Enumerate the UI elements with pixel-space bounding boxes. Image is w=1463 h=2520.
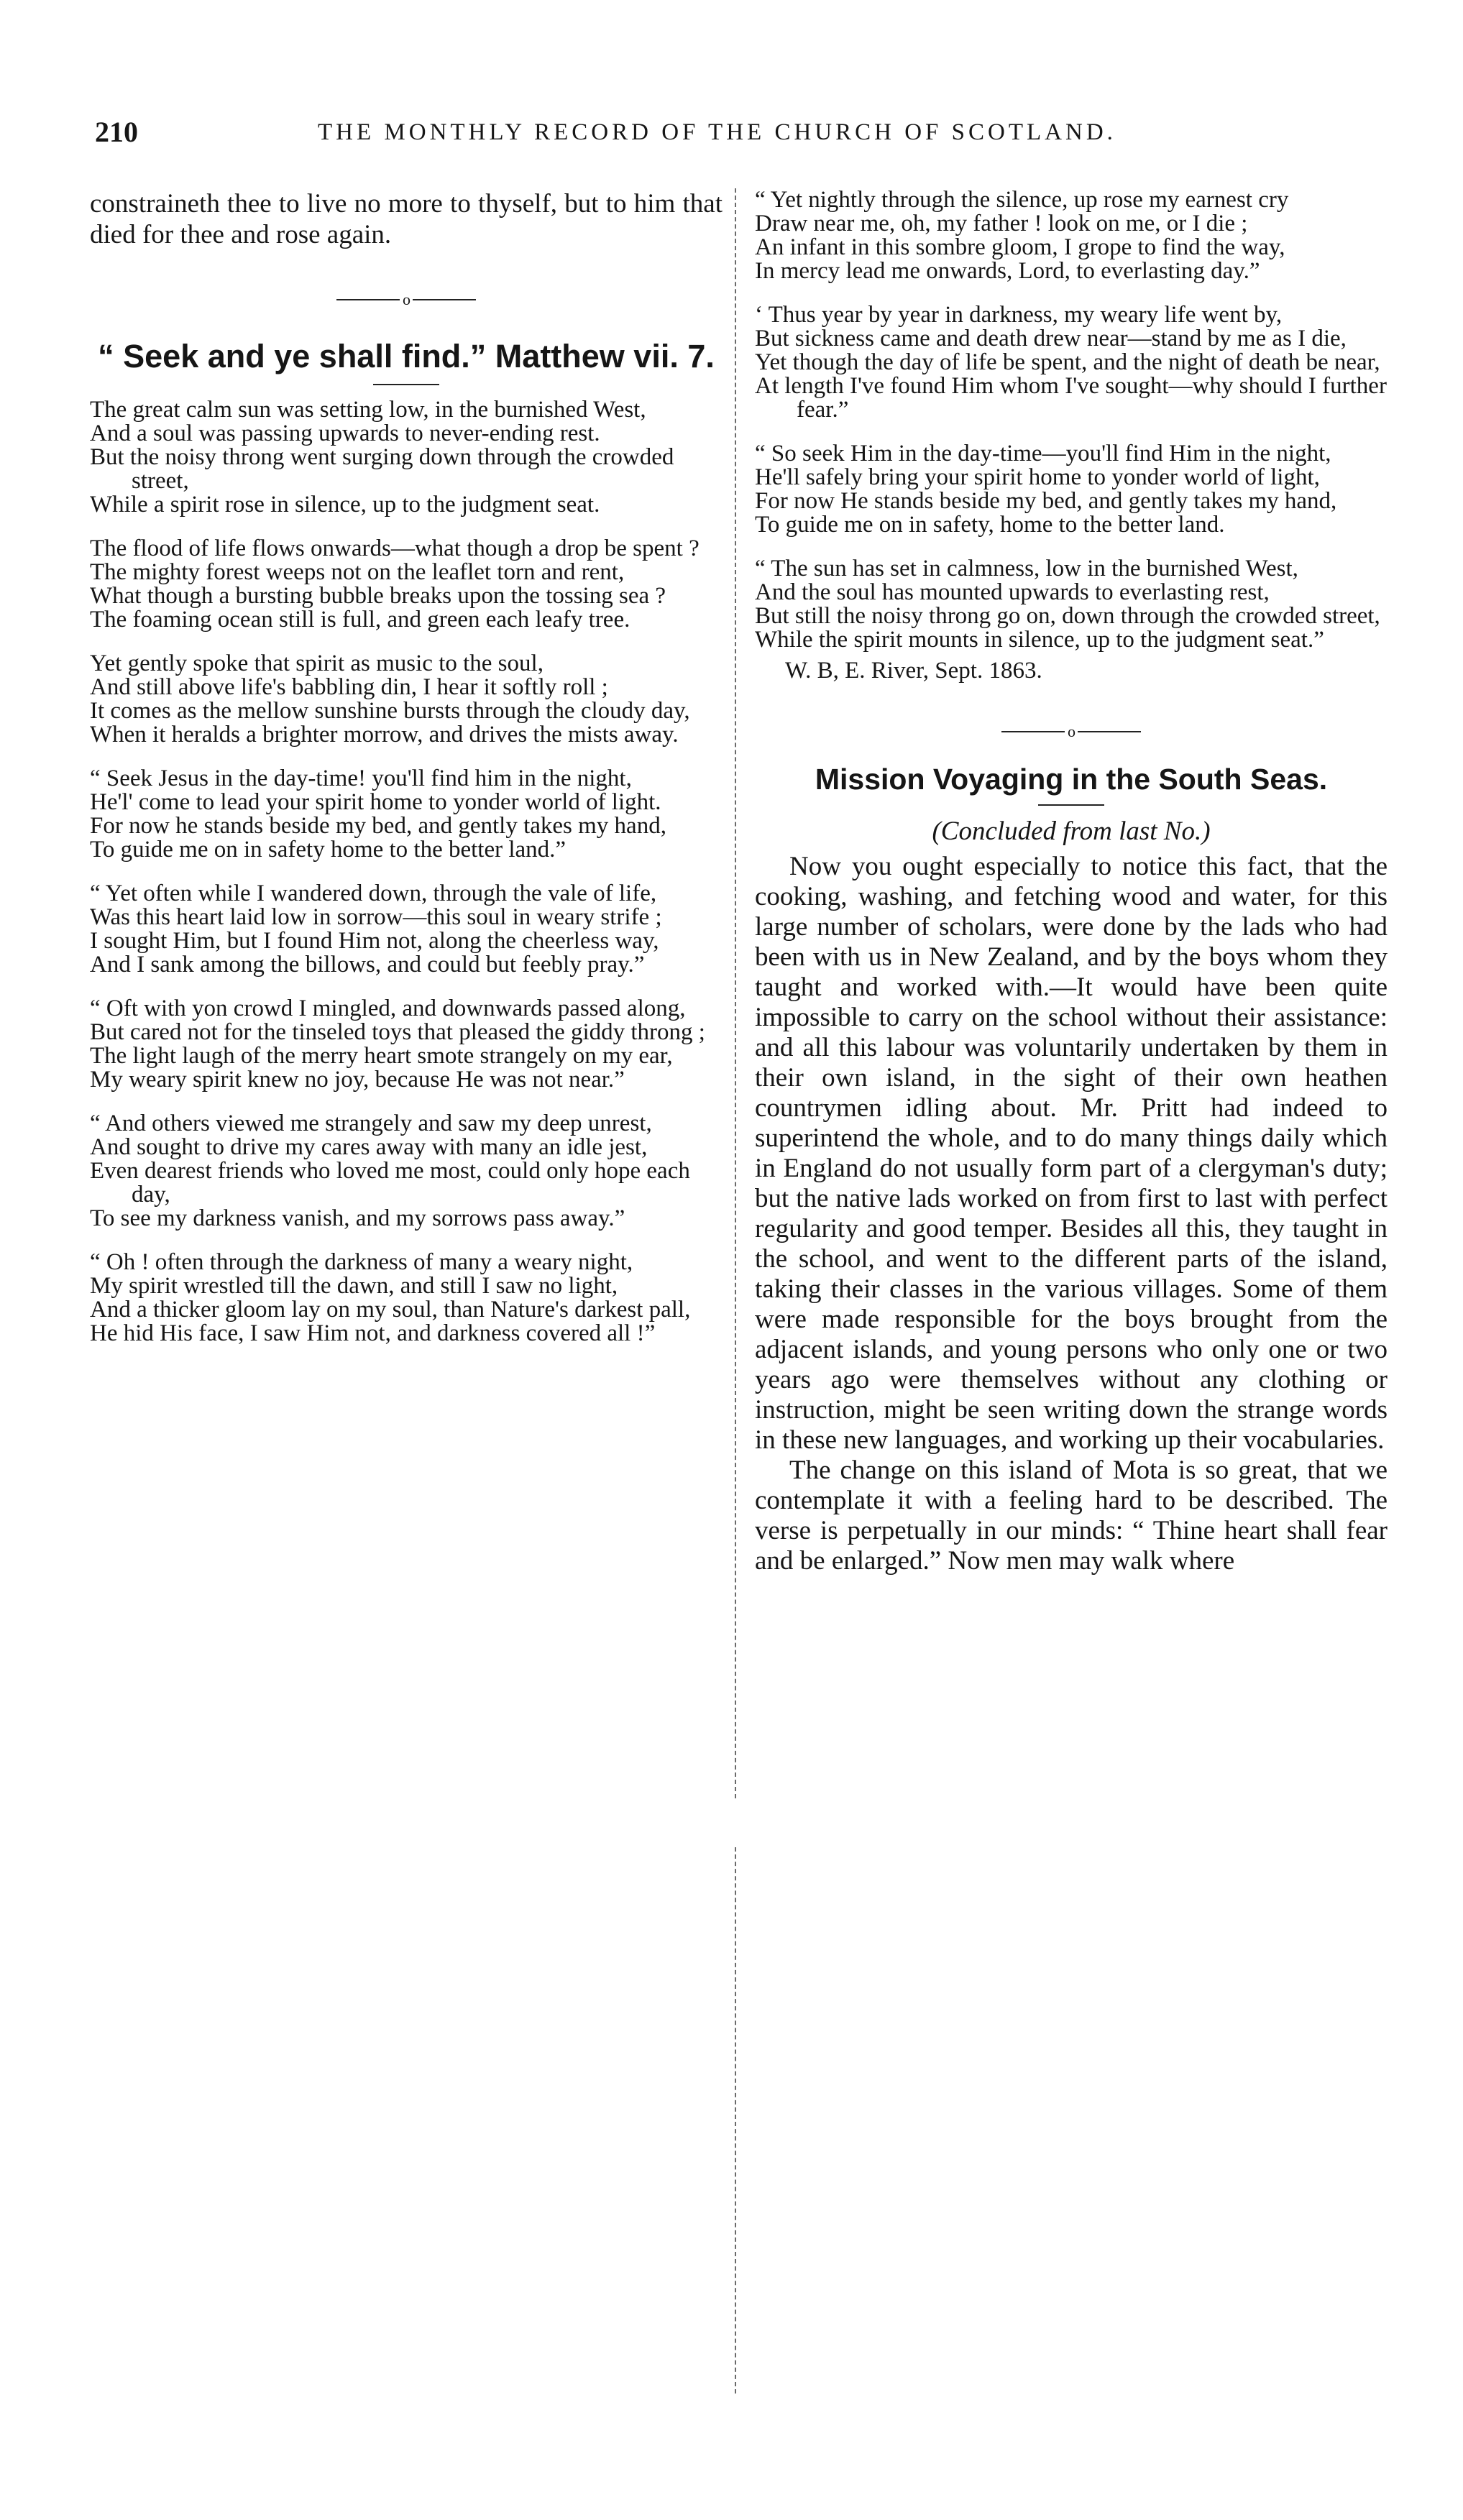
poem-stanza: [90, 1248, 723, 1346]
poem-line: For now He stands beside my bed, and gently takes my hand,: [755, 488, 1337, 514]
poem-line: The mighty forest weeps not on the leaflet torn and rent,: [90, 558, 625, 585]
poem-line: And a soul was passing upwards to never-ending rest.: [90, 420, 600, 446]
poem-line: While the spirit mounts in silence, up to the judgment seat.”: [755, 627, 1324, 653]
poem-line: My spirit wrestled till the dawn, and still I saw no light,: [90, 1272, 618, 1299]
article-title: Mission Voyaging in the South Seas.: [815, 762, 1328, 796]
poem-line: “ So seek Him in the day-time—you'll find Him in the night,: [755, 441, 1331, 466]
left-column: [90, 188, 723, 1346]
poem-line: And a thicker gloom lay on my soul, than Nature's darkest pall,: [90, 1296, 691, 1323]
poem-stanza: [755, 303, 1388, 422]
poem-line: But still the noisy throng go on, down through the crowded street,: [755, 603, 1380, 629]
poem-line: In mercy lead me onwards, Lord, to everlasting day.”: [755, 258, 1260, 284]
page-number: 210: [95, 116, 138, 148]
poem-line: At length I've found Him whom I've sought—why should I further fear.”: [755, 373, 1387, 423]
poem-line: “ Oft with yon crowd I mingled, and downwards passed along,: [90, 995, 686, 1021]
poem-title: “ Seek and ye shall find.” Matthew vii. 7.: [98, 337, 715, 374]
continuation-text: constraineth thee to live no more to thyself, but to him that died for thee and rose again.: [90, 189, 723, 249]
section-ornament: o: [755, 719, 1388, 742]
right-column: [755, 188, 1388, 1576]
poem-stanza: [90, 767, 723, 862]
poem-line: While a spirit rose in silence, up to the judgment seat.: [90, 491, 600, 518]
poem-stanza: [90, 1112, 723, 1231]
poem-line: When it heralds a brighter morrow, and drives the mists away.: [90, 721, 679, 748]
poem-line: But cared not for the tinseled toys that pleased the giddy throng ;: [90, 1018, 705, 1045]
section-ornament: o: [90, 288, 723, 311]
poem-line: “ Seek Jesus in the day-time! you'll find him in the night,: [90, 765, 632, 791]
title-rule: [373, 384, 439, 385]
article-subtitle: (Concluded from last No.): [932, 816, 1211, 846]
poem-line: But sickness came and death drew near—stand by me as I die,: [755, 326, 1347, 351]
poem-line: The light laugh of the merry heart smote strangely on my ear,: [90, 1042, 673, 1069]
article-paragraph: The change on this island of Mota is so great, that we contemplate it with a feeling hard to be described. The verse is perpetually in our minds: “ Thine heart shall fear and be enlarged.” Now men may walk where: [755, 1455, 1388, 1576]
poem-line: He hid His face, I saw Him not, and darkness covered all !”: [90, 1320, 656, 1346]
poem-line: To guide me on in safety home to the better land.”: [90, 836, 567, 863]
poem-stanza: [755, 188, 1388, 283]
column-divider: [735, 188, 736, 1798]
poem-line: The foaming ocean still is full, and green each leafy tree.: [90, 606, 630, 633]
poem-line: The great calm sun was setting low, in the burnished West,: [90, 396, 646, 423]
poem-line: What though a bursting bubble breaks upon the tossing sea ?: [90, 582, 666, 609]
poem-signature: W. B, E. River, Sept. 1863.: [785, 658, 1042, 684]
poem-line: Was this heart laid low in sorrow—this soul in weary strife ;: [90, 903, 662, 930]
poem-stanza: [90, 882, 723, 977]
poem-stanza: [90, 398, 723, 517]
poem-line: “ And others viewed me strangely and saw my deep unrest,: [90, 1110, 652, 1136]
poem-line: And I sank among the billows, and could but feebly pray.”: [90, 951, 645, 978]
poem-stanza: [90, 537, 723, 632]
poem-stanza: [90, 997, 723, 1092]
article-paragraph: Now you ought especially to notice this fact, that the cooking, washing, and fetching wood and water, for this large number of scholars, were done by the lads who had been with us in New Zealand, and by the boys whom they taught and worked with.—It would have been quite impossible to carry on the school without their assistance: and all this labour was voluntarily undertaken by them in their own island, in the sight of their own heathen countrymen idling about. Mr. Pritt had indeed to superintend the whole, and to do many things daily which in England do not usually form part of a clergyman's duty; but the native lads worked on from first to last with perfect regularity and good temper. Besides all this, they taught in the school, and went to the different parts of the island, taking their classes in the various villages. Some of them were made responsible for the boys brought from the adjacent islands, and young persons who only one or two years ago were themselves without any clothing or instruction, might be seen writing down the strange words in these new languages, and working up their vocabularies.: [755, 851, 1388, 1455]
poem-line: An infant in this sombre gloom, I grope to find the way,: [755, 234, 1285, 260]
poem-line: ‘ Thus year by year in darkness, my weary life went by,: [755, 302, 1283, 328]
poem-line: “ Yet often while I wandered down, through the vale of life,: [90, 880, 657, 906]
poem-line: It comes as the mellow sunshine bursts through the cloudy day,: [90, 697, 690, 724]
poem-line: “ Yet nightly through the silence, up rose my earnest cry: [755, 187, 1289, 213]
poem-line: “ The sun has set in calmness, low in the burnished West,: [755, 556, 1298, 581]
column-divider-lower: [735, 1847, 736, 2393]
poem-stanza: [90, 652, 723, 747]
poem-line: I sought Him, but I found Him not, along the cheerless way,: [90, 927, 659, 954]
poem-line: The flood of life flows onwards—what though a drop be spent ?: [90, 535, 700, 561]
poem-line: “ Oh ! often through the darkness of many a weary night,: [90, 1248, 633, 1275]
title-rule: [1038, 804, 1104, 806]
poem-line: My weary spirit knew no joy, because He was not near.”: [90, 1066, 625, 1093]
poem-line: For now he stands beside my bed, and gently takes my hand,: [90, 812, 666, 839]
poem-line: But the noisy throng went surging down through the crowded street,: [90, 443, 674, 494]
poem-line: Draw near me, oh, my father ! look on me, or I die ;: [755, 211, 1248, 236]
poem-line: Even dearest friends who loved me most, could only hope each day,: [90, 1157, 690, 1208]
poem-line: Yet though the day of life be spent, and the night of death be near,: [755, 349, 1380, 375]
poem-line: To see my darkness vanish, and my sorrows pass away.”: [90, 1205, 625, 1231]
poem-line: And sought to drive my cares away with many an idle jest,: [90, 1133, 648, 1160]
poem-line: He'l' come to lead your spirit home to yonder world of light.: [90, 788, 661, 815]
poem-stanza: [755, 557, 1388, 652]
running-title: THE MONTHLY RECORD OF THE CHURCH OF SCOTLAND.: [318, 119, 1116, 145]
poem-line: To guide me on in safety, home to the better land.: [755, 512, 1225, 538]
page-header: [95, 115, 1418, 158]
poem-line: Yet gently spoke that spirit as music to the soul,: [90, 650, 544, 676]
poem-line: He'll safely bring your spirit home to yonder world of light,: [755, 464, 1320, 490]
poem-stanza: [755, 442, 1388, 537]
poem-line: And still above life's babbling din, I hear it softly roll ;: [90, 673, 608, 700]
poem-line: And the soul has mounted upwards to everlasting rest,: [755, 579, 1270, 605]
